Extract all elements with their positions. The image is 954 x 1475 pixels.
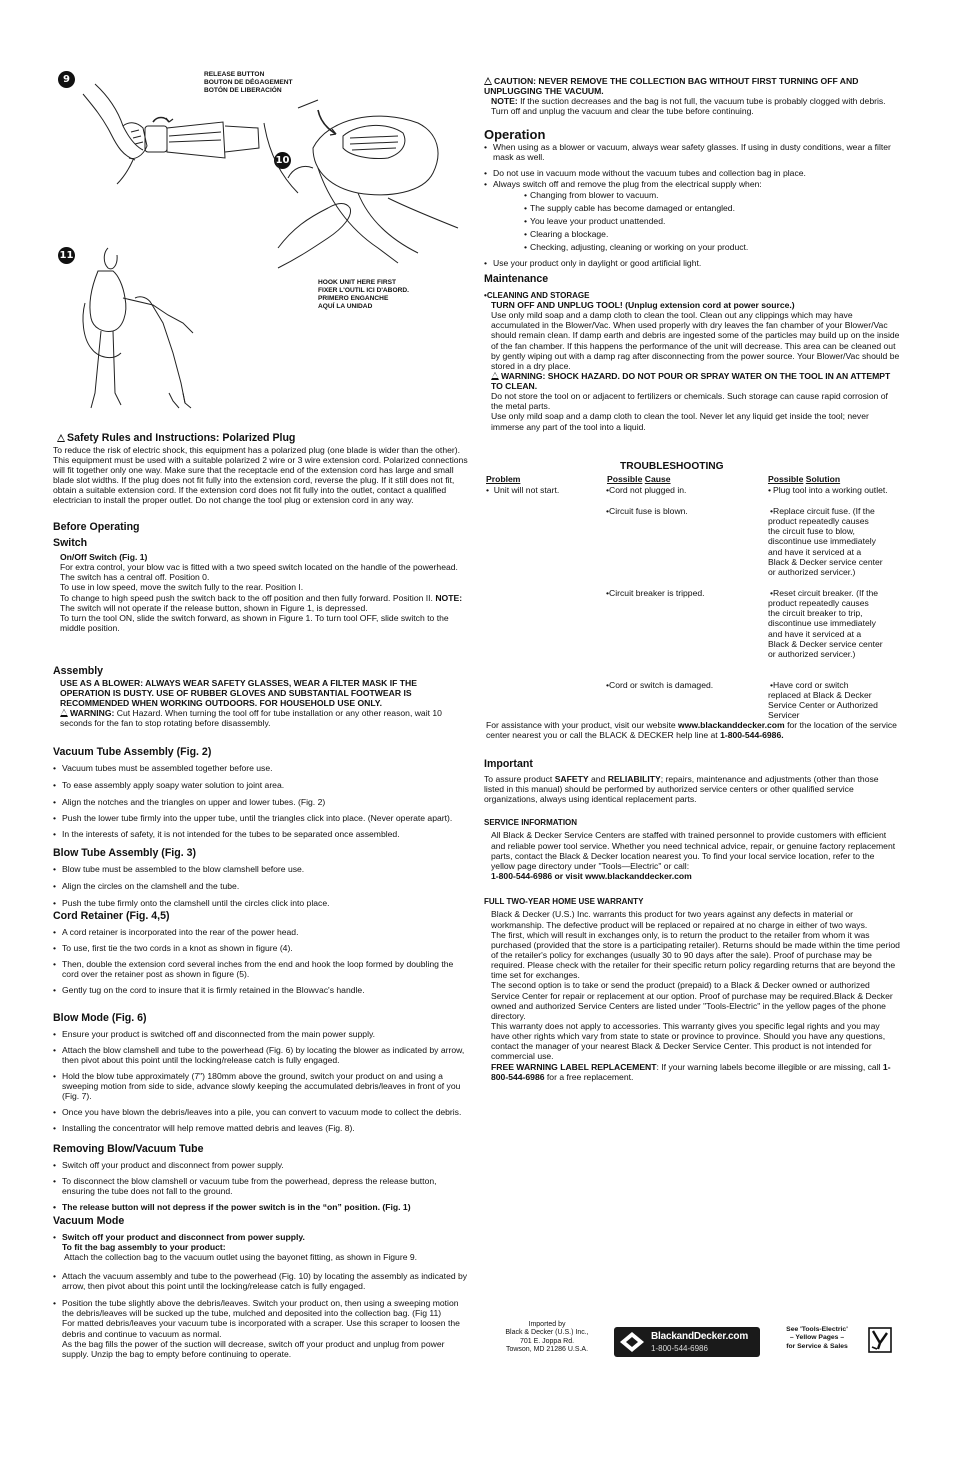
warning-icon: [57, 434, 65, 442]
logo-phone: 1-800-544-6986: [651, 1344, 708, 1353]
list-item: • A cord retainer is incorporated into the rear of the power head.: [53, 927, 468, 937]
list-item: • Clearing a blockage.: [524, 229, 900, 239]
see-yellow-pages: See 'Tools-Electric' – Yellow Pages – for Service & Sales: [786, 1326, 848, 1350]
blackanddecker-logo: [614, 1327, 760, 1357]
troubleshooting-title: TROUBLESHOOTING: [620, 461, 724, 472]
soap-text: Use only mild soap and a damp cloth to clean the tool. Never let any liquid get inside the tool; never immerse any part of the tool into a liquid.: [491, 411, 869, 432]
list-item: • Checking, adjusting, cleaning or working on your product.: [524, 242, 900, 252]
cleaning-text: Use only mild soap and a damp cloth to clean the tool. Clean out any clippings which may have accumulated in the Blower/Vac. When used properly with dry leaves the fan chamber of your Blower/Vac should remain clean. If damp earth and debris are ingested some of the particles may build up on the inside of the fan chamber. If this happens the performance of the unit will decrease. This area can be cleaned out by gently wiping out with a damp rag after disconnecting from the power source. Your Blower/Vac should be stored in a dry place.: [491, 310, 900, 371]
th-possible-solution: Possible Solution: [768, 474, 841, 484]
switch-p5: To turn the tool ON, slide the switch forward, as shown in Figure 1. To turn tool OFF, slide switch to the middle position.: [60, 612, 449, 633]
logo-mark-icon: [618, 1330, 646, 1354]
list-item: • Use your product only in daylight or good artificial light.: [484, 258, 900, 268]
figure-9-badge: 9: [58, 71, 75, 88]
removing-list: [53, 1160, 468, 1213]
important-text: To assure product SAFETY and RELIABILITY; repairs, maintenance and adjustments (other than those listed in this manual) should be performed by authorized service centers or other qualified service organizations, always using identical replacement parts.: [484, 773, 879, 804]
list-item: • Switch off your product and disconnect from power supply.: [53, 1160, 468, 1170]
vacuum-tube-title: Vacuum Tube Assembly (Fig. 2): [53, 746, 212, 758]
cause-cell: •Circuit breaker is tripped.: [606, 588, 705, 598]
list-item: • To disconnect the blow clamshell or vacuum tube from the powerhead, depress the release button, ensuring the tube does not fall to the ground.: [53, 1176, 468, 1196]
list-item: • Changing from blower to vacuum.: [524, 190, 900, 200]
list-item: • Gently tug on the cord to insure that it is firmly retained in the Blowvac's handle.: [53, 985, 468, 995]
warranty-title: FULL TWO-YEAR HOME USE WARRANTY: [484, 897, 644, 906]
note-text: NOTE: If the suction decreases and the bag is not full, the vacuum tube is probably clogged with debris. Turn off and unplug the vacuum and clear the tube before continuing.: [491, 96, 886, 117]
cord-retainer-title: Cord Retainer (Fig. 4,5): [53, 910, 170, 922]
important-title: Important: [484, 758, 533, 770]
vacuum-mode-title: Vacuum Mode: [53, 1215, 125, 1227]
list-item: • Switch off your product and disconnect from power supply. To fit the bag assembly to your product: Attach the collection bag to the vacuum outlet using the bayonet fitting, as shown in Figure 9.: [53, 1232, 468, 1262]
release-button-caption: RELEASE BUTTON BOUTON DE DÉGAGEMENT BOTÓN DE LIBERACIÓN: [204, 71, 293, 94]
operation-list: [484, 142, 900, 267]
cause-cell: •Cord or switch is damaged.: [606, 680, 714, 690]
warning-icon: [60, 709, 68, 717]
before-operating-title: Before Operating: [53, 521, 140, 533]
blow-tube-list: [53, 864, 468, 908]
warranty-p4: This warranty does not apply to accessories. This warranty gives you specific legal rights and you may have other rights which vary from state to state or province to province. Should you have any questions, contact the manager of your nearest Black & Decker Service Center. This product is not intended for commercial use.: [491, 1020, 886, 1062]
assembly-warning-bold: USE AS A BLOWER: ALWAYS WEAR SAFETY GLASSES, WEAR A FILTER MASK IF THE OPERATION IS DUSTY. USE OF RUBBER GLOVES AND SUBSTANTIAL FOOTWEAR IS RECOMMENDED WHEN WORKING OUTDOORS. FOR HOUSEHOLD USE ONLY.: [60, 677, 417, 708]
solution-cell: •Replace circuit fuse. (If the product repeatedly causes the circuit fuse to blow, discontinue use immediately and have it serviced at a Black & Decker service center or authorized servicer.): [768, 506, 883, 577]
service-text: All Black & Decker Service Centers are staffed with trained personnel to provide customers with efficient and reliable power tool service. Whether you need technical advice, repair, or genuine factory replacement parts, contact the Black & Decker location nearest you. To find your local service location, refer to the yellow page directory under "Tools—Electric" or call:: [491, 830, 896, 871]
removing-title: Removing Blow/Vacuum Tube: [53, 1143, 204, 1155]
warning-icon: [491, 372, 499, 380]
figure-11-illustration: [73, 243, 203, 423]
switch-p4: To change to high speed push the switch back to the off position and then fully forward. Position II. NOTE: The switch will not operate if the release button, shown in Figure 1, is depressed.: [60, 592, 463, 613]
warranty-p3: The second option is to take or send the product (prepaid) to a Black & Decker owned or authorized Service Center for repair or replacement at our option. Proof of purchase may be required.Black & Decker owned and authorized Service Centers are listed under "Tools-Electric" in the yellow pages of the phone directory.: [491, 980, 893, 1021]
warranty-p2: The first, which will result in exchanges only, is to return the product to the retailer from whom it was purchased (provided that the store is a participating retailer). Returns should be made within the time period of the retailer's policy for exchanges (usually 30 to 90 days after the sale). Proof of purchase may be required. Please check with the retailer for their specific return policy regarding returns that are beyond the time set for exchanges.: [491, 929, 900, 981]
assistance-text: For assistance with your product, visit our website www.blackanddecker.com for the location of the service center nearest you or call the BLACK & DECKER help line at 1-800-544-6986.: [486, 720, 897, 741]
list-item: • Vacuum tubes must be assembled together before use.: [53, 763, 468, 773]
list-item: • The release button will not depress if the power switch is in the “on” position. (Fig. 1): [53, 1202, 468, 1212]
list-item: • When using as a blower or vacuum, always wear safety glasses. If using in dusty conditions, wear a filter mask as well.: [484, 142, 900, 162]
figure-10-illustration: [258, 98, 468, 278]
switch-title: Switch: [53, 536, 88, 549]
switch-p2: The switch has a central off. Position 0.: [60, 572, 210, 583]
hook-unit-caption: HOOK UNIT HERE FIRST FIXER L'OUTIL ICI D'ABORD. PRIMERO ENGANCHE AQUÍ LA UNIDAD: [318, 279, 409, 310]
cord-retainer-list: [53, 927, 468, 996]
list-item: • Push the lower tube firmly into the upper tube, until the triangles click into place. (Never operate apart).: [53, 813, 468, 823]
maintenance-title: Maintenance: [484, 273, 549, 285]
cause-cell: •Circuit fuse is blown.: [606, 506, 688, 516]
caution-text: CAUTION: NEVER REMOVE THE COLLECTION BAG WITHOUT FIRST TURNING OFF AND UNPLUGGING THE VACUUM.: [484, 76, 859, 97]
list-item: • The supply cable has become damaged or entangled.: [524, 203, 900, 213]
storage-text: Do not store the tool on or adjacent to fertilizers or chemicals. Such storage can cause rapid corrosion of the metal parts.: [491, 391, 888, 412]
list-item: • Attach the vacuum assembly and tube to the powerhead (Fig. 10) by locating the assembly as indicated by arrow, then pivot about this point until the locking/release catch is fully engaged.: [53, 1271, 468, 1291]
figure-9-illustration: [73, 76, 273, 186]
warning-icon: [484, 77, 492, 85]
list-item: • Once you have blown the debris/leaves into a pile, you can convert to vacuum mode to collect the debris.: [53, 1107, 468, 1117]
solution-cell: •Have cord or switch replaced at Black & Decker Service Center or Authorized Servicer: [768, 680, 878, 721]
list-item: • Do not use in vacuum mode without the vacuum tubes and collection bag in place.: [484, 168, 900, 178]
safety-text: To reduce the risk of electric shock, this equipment has a polarized plug (one blade is wider than the other). This equipment must be used with a suitable polarized 2 wire or 3 wire extension cord. Polarized connections will fit together only one way. Make sure that the receptacle end of the extension cord has large and small blade slot widths. If the plug does not fit fully into the extension cord, reverse the plug. If it still does not fit, obtain a suitable extension cord. If the extension cord does not fit fully into the outlet, contact a qualified electrician to install the proper outlet. Do not change the tool plug or extension cord in any way.: [53, 444, 468, 506]
cause-cell: •Cord not plugged in.: [606, 485, 687, 495]
logo-site: BlackandDecker.com: [651, 1331, 749, 1342]
list-item: • Hold the blow tube approximately (7") 180mm above the ground, switch your product on and using a sweeping motion from side to side, advance slowly keeping the accumulated debris/leaves in front of you (Fig. 7).: [53, 1071, 468, 1101]
vacuum-mode-list: [53, 1232, 468, 1360]
assembly-title: Assembly: [53, 665, 104, 677]
blow-tube-title: Blow Tube Assembly (Fig. 3): [53, 847, 197, 859]
blow-mode-list: [53, 1029, 468, 1134]
list-item: • Installing the concentrator will help remove matted debris and leaves (Fig. 8).: [53, 1123, 468, 1133]
cleaning-bold: TURN OFF AND UNPLUG TOOL! (Unplug extension cord at power source.): [491, 299, 795, 310]
solution-cell: •Reset circuit breaker. (If the product repeatedly causes the circuit breaker to trip, discontinue use immediately and have it serviced at a Black & Decker service center or authorized servicer.): [768, 588, 883, 659]
list-item: • Ensure your product is switched off and disconnected from the main power supply.: [53, 1029, 468, 1039]
list-item: • Align the notches and the triangles on upper and lower tubes. (Fig. 2): [53, 797, 468, 807]
list-item: • In the interests of safety, it is not intended for the tubes to be separated once assembled.: [53, 829, 468, 839]
th-possible-cause: Possible Cause: [607, 474, 671, 484]
operation-title: Operation: [484, 127, 546, 142]
th-problem: Problem: [486, 474, 521, 484]
list-item: • Push the tube firmly onto the clamshell until the circles click into place.: [53, 898, 468, 908]
service-title: SERVICE INFORMATION: [484, 818, 578, 827]
list-item: • Then, double the extension cord several inches from the end and hook the loop formed by doubling the cord over the retainer post as shown in figure (5).: [53, 959, 468, 979]
imported-by: Imported by Black & Decker (U.S.) Inc., 701 E. Joppa Rd. Towson, MD 21286 U.S.A.: [505, 1321, 589, 1354]
problem-cell: • Unit will not start.: [486, 485, 560, 495]
warranty-p1: Black & Decker (U.S.) Inc. warrants this product for two years against any defects in material or workmanship. The defective product will be replaced or repaired at no charge in either of two ways.: [491, 909, 868, 930]
shock-warning: WARNING: SHOCK HAZARD. DO NOT POUR OR SPRAY WATER ON THE TOOL IN AN ATTEMPT TO CLEAN.: [491, 370, 891, 392]
safety-title: Safety Rules and Instructions: Polarized Plug: [53, 432, 468, 445]
list-item: • Attach the blow clamshell and tube to the powerhead (Fig. 6) by locating the blower as indicated by arrow, then pivot about this point until the locking/release catch is fully engaged.: [53, 1045, 468, 1065]
solution-cell: • Plug tool into a working outlet.: [768, 485, 888, 495]
switch-p3: To use in low speed, move the switch fully to the rear. Position I.: [60, 582, 304, 593]
list-item: • To ease assembly apply soapy water solution to joint area.: [53, 780, 468, 790]
list-item: • Blow tube must be assembled to the blow clamshell before use.: [53, 864, 468, 874]
cleaning-title: •CLEANING AND STORAGE: [484, 290, 590, 300]
list-item: • Always switch off and remove the plug from the electrical supply when: • Changing from blower to vacuum. • The supply cable has become damaged or entangled. • You leave your product unattended. • Clearing a blockage. • Checking, adjusting, cleaning or working on your product.: [484, 179, 900, 253]
onoff-title: On/Off Switch (Fig. 1): [60, 552, 148, 562]
figure-11-badge: 11: [58, 247, 75, 264]
list-item: • Align the circles on the clamshell and the tube.: [53, 881, 468, 891]
list-item: • You leave your product unattended.: [524, 216, 900, 226]
free-label-text: FREE WARNING LABEL REPLACEMENT: If your warning labels become illegible or are missing, call 1-800-544-6986 for a free replacement.: [491, 1061, 891, 1082]
figure-area: [53, 68, 468, 428]
list-item: • Position the tube slightly above the debris/leaves. Switch your product on, then using a sweeping motion the debris/leaves will be sucked up the tube, mulched and deposited into the collection bag. (Fig 11) For matted debris/leaves your vacuum tube is incorporated with a scraper. Use this scraper to loosen the debris and continue to vacuum as normal. As the bag fills the power of the suction will decrease, switch off your product and unplug from power supply. Unzip the bag to empty before continuing to operate.: [53, 1298, 468, 1359]
switch-p1: For extra control, your blow vac is fitted with a two speed switch located on the handle of the powerhead.: [60, 562, 458, 573]
list-item: • To use, first tie the two cords in a knot as shown in figure (4).: [53, 943, 468, 953]
service-contact: 1-800-544-6986 or visit www.blackanddecker.com: [491, 871, 692, 881]
figure-10-badge: 10: [274, 152, 291, 169]
yellow-pages-icon: [868, 1327, 892, 1353]
vacuum-tube-list: [53, 763, 468, 840]
assembly-cut-warning: WARNING: Cut Hazard. When turning the tool off for tube installation or any other reason, wait 10 seconds for the fan to stop rotating before disassembly.: [60, 707, 442, 729]
blow-mode-title: Blow Mode (Fig. 6): [53, 1012, 147, 1024]
